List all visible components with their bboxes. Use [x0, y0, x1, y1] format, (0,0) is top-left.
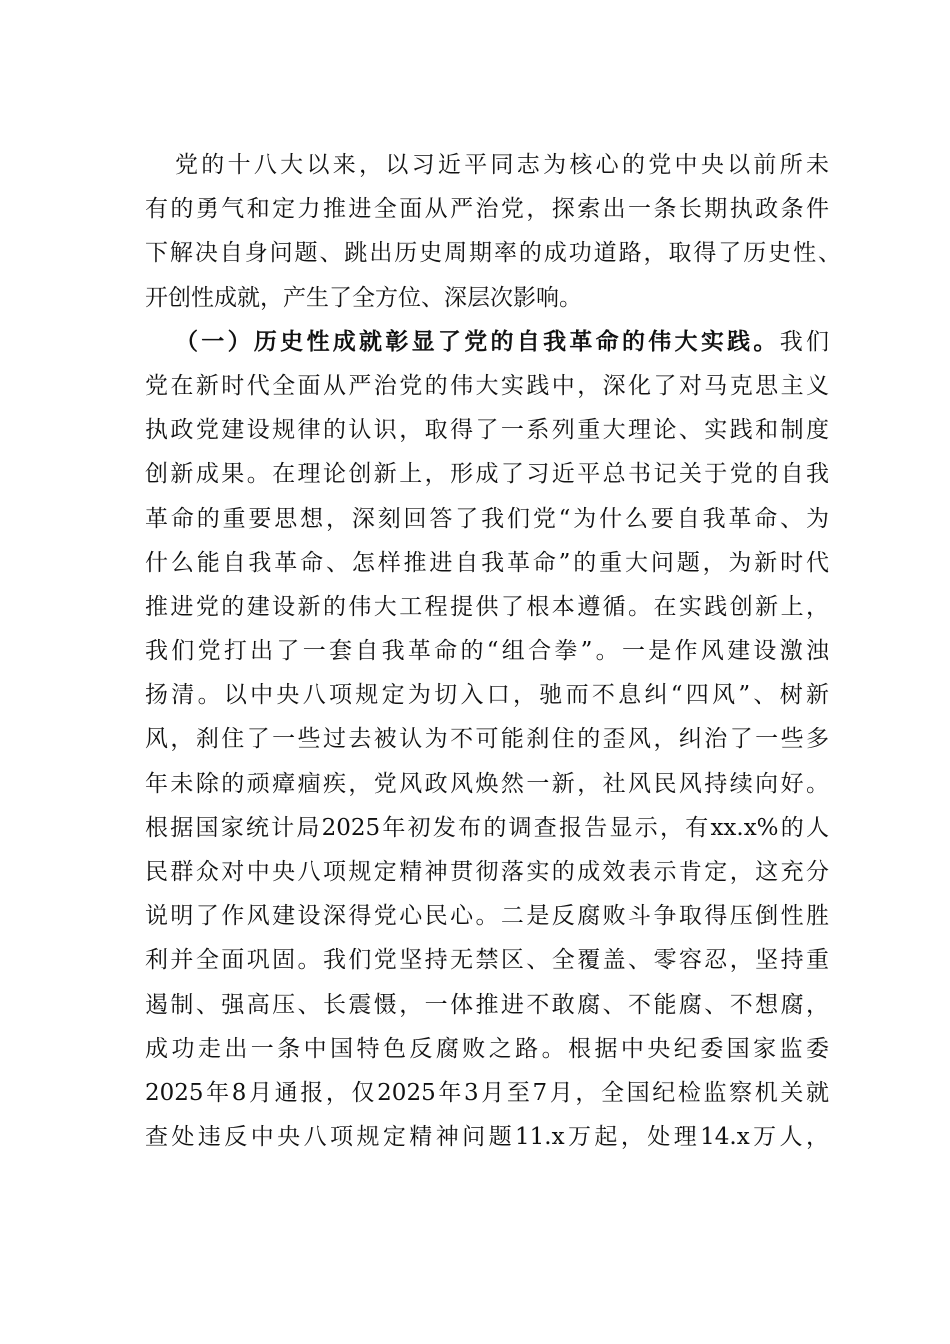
text-line: 党在新时代全面从严治党的伟大实践中，深化了对马克思主义 [145, 372, 829, 399]
text-line: 说明了作风建设深得党心民心。二是反腐败斗争取得压倒性胜 [145, 903, 829, 930]
text-line: 根据国家统计局2025年初发布的调查报告显示，有xx.x%的人 [145, 814, 829, 841]
text-line: 开创性成就，产生了全方位、深层次影响。 [145, 284, 582, 311]
text-span: 我们 [779, 328, 830, 355]
text-line: 年未除的顽瘴痼疾，党风政风焕然一新，社风民风持续向好。 [145, 770, 829, 797]
text-line: 什么能自我革命、怎样推进自我革命”的重大问题，为新时代 [145, 549, 829, 576]
text-line: 我们党打出了一套自我革命的“组合拳”。一是作风建设激浊 [145, 638, 829, 665]
text-line: 2025年8月通报，仅2025年3月至7月，全国纪检监察机关就 [145, 1079, 829, 1106]
text-line: 革命的重要思想，深刻回答了我们党“为什么要自我革命、为 [145, 505, 829, 532]
text-line: 风，刹住了一些过去被认为不可能刹住的歪风，纠治了一些多 [145, 726, 829, 753]
text-line: 成功走出一条中国特色反腐败之路。根据中央纪委国家监委 [145, 1035, 829, 1062]
text-line: 有的勇气和定力推进全面从严治党，探索出一条长期执政条件 [145, 196, 829, 223]
text-line: 推进党的建设新的伟大工程提供了根本遵循。在实践创新上， [145, 593, 829, 620]
text-line: 利并全面巩固。我们党坚持无禁区、全覆盖、零容忍，坚持重 [145, 947, 829, 974]
text-line: 查处违反中央八项规定精神问题11.x万起，处理14.x万人， [145, 1124, 829, 1151]
text-line: 扬清。以中央八项规定为切入口，驰而不息纠“四风”、树新 [145, 682, 829, 709]
text-line: 党的十八大以来，以习近平同志为核心的党中央以前所未 [175, 152, 829, 178]
section-heading-line [145, 320, 829, 364]
text-line: 下解决自身问题、跳出历史周期率的成功道路，取得了历史性、 [145, 240, 841, 267]
document-page [145, 143, 841, 1159]
section-heading: （一）历史性成就彰显了党的自我革命的伟大实践。 [175, 327, 780, 355]
text-line: 民群众对中央八项规定精神贯彻落实的成效表示肯定，这充分 [145, 859, 829, 885]
text-line: 创新成果。在理论创新上，形成了习近平总书记关于党的自我 [145, 461, 829, 488]
text-line: 遏制、强高压、长震慑，一体推进不敢腐、不能腐、不想腐， [145, 991, 829, 1018]
text-line: 执政党建设规律的认识，取得了一系列重大理论、实践和制度 [145, 417, 829, 444]
